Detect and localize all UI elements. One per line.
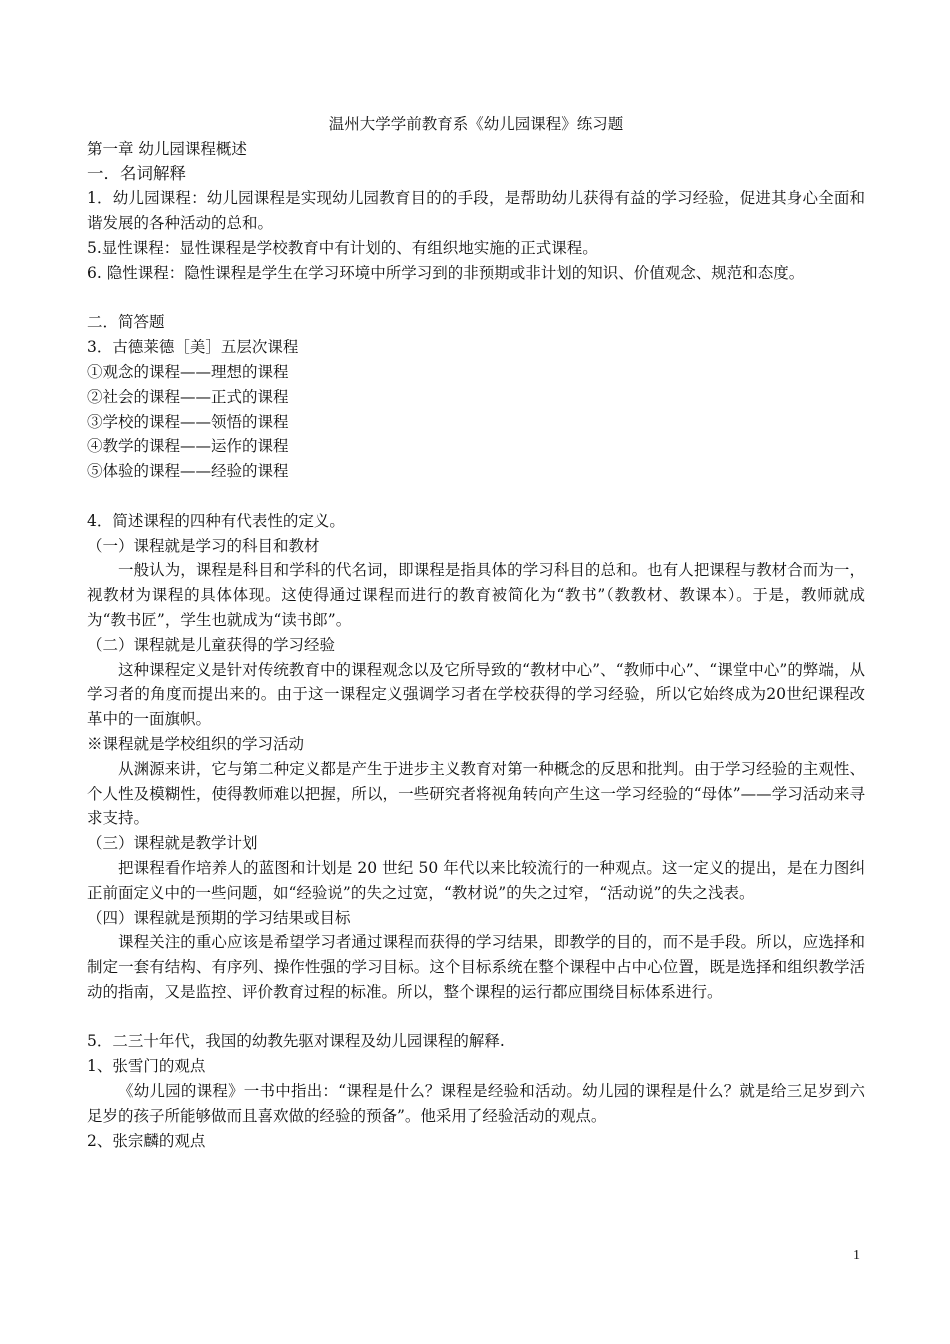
paragraph: 这种课程定义是针对传统教育中的课程观念以及它所导致的“教材中心”、“教师中心”、“课堂中心”的弊端，从学习者的角度而提出来的。由于这一课程定义强调学习者在学校获得的学习经验，所以它始终成为20世纪课程改革中的一面旗帜。 [87, 660, 865, 729]
subsection-heading: 2、张宗麟的观点 [87, 1131, 206, 1150]
paragraph: 把课程看作培养人的蓝图和计划是 20 世纪 50 年代以来比较流行的一种观点。这一定义的提出，是在力图纠正前面定义中的一些问题，如“经验说”的失之过宽，“教材说”的失之过窄，“活动说”的失之浅表。 [87, 858, 865, 902]
document-body [87, 112, 865, 1153]
term-definition: 1．幼儿园课程：幼儿园课程是实现幼儿园教育目的的手段，是帮助幼儿获得有益的学习经验，促进其身心全面和谐发展的各种活动的总和。 [87, 189, 865, 233]
term-definition: 6. 隐性课程：隐性课程是学生在学习环境中所学习到的非预期或非计划的知识、价值观念、规范和态度。 [87, 263, 805, 282]
blank-line [87, 286, 865, 311]
subsection-heading: （二）课程就是儿童获得的学习经验 [87, 635, 336, 654]
list-item: ①观念的课程——理想的课程 [87, 362, 289, 381]
blank-line [87, 484, 865, 509]
list-item: ②社会的课程——正式的课程 [87, 387, 289, 406]
paragraph: 从渊源来讲，它与第二种定义都是产生于进步主义教育对第一种概念的反思和批判。由于学习经验的主观性、个人性及模糊性，使得教师难以把握，所以，一些研究者将视角转向产生这一学习经验的“母体”——学习活动来寻求支持。 [87, 759, 865, 828]
question-title: 3．古德莱德［美］五层次课程 [87, 338, 299, 357]
subsection-heading: 1、张雪门的观点 [87, 1057, 206, 1076]
question-title: 5．二三十年代，我国的幼教先驱对课程及幼儿园课程的解释. [87, 1032, 505, 1051]
section-heading: 一．名词解释 [87, 163, 186, 183]
paragraph: 《幼儿园的课程》一书中指出：“课程是什么？课程是经验和活动。幼儿园的课程是什么？就是给三足岁到六足岁的孩子所能够做而且喜欢做的经验的预备”。他采用了经验活动的观点。 [87, 1082, 865, 1125]
list-item: ⑤体验的课程——经验的课程 [87, 462, 289, 481]
chapter-heading: 第一章 幼儿园课程概述 [87, 139, 247, 158]
subsection-heading: （一）课程就是学习的科目和教材 [87, 536, 320, 555]
page-number: 1 [853, 1248, 860, 1263]
list-item: ③学校的课程——领悟的课程 [87, 412, 289, 431]
subsection-heading: （四）课程就是预期的学习结果或目标 [87, 908, 351, 927]
question-title: 4．简述课程的四种有代表性的定义。 [87, 511, 345, 530]
document-title: 温州大学学前教育系《幼儿园课程》练习题 [328, 115, 624, 133]
section-heading: 二．简答题 [87, 313, 165, 332]
paragraph: 一般认为，课程是科目和学科的代名词，即课程是指具体的学习科目的总和。也有人把课程与教材合而为一，视教材为课程的具体体现。这使得通过课程而进行的教育被简化为“教书”（教教材、教课本）。于是，教师就成为“教书匠”，学生也就成为“读书郎”。 [87, 561, 865, 629]
term-definition: 5.显性课程：显性课程是学校教育中有计划的、有组织地实施的正式课程。 [87, 238, 598, 257]
subsection-heading: ※课程就是学校组织的学习活动 [87, 734, 305, 753]
paragraph: 课程关注的重心应该是希望学习者通过课程而获得的学习结果，即教学的目的，而不是手段。所以，应选择和制定一套有结构、有序列、操作性强的学习目标。这个目标系统在整个课程中占中心位置，既是选择和组织教学活动的指南，又是监控、评价教育过程的标准。所以，整个课程的运行都应围绕目标体系进行。 [87, 933, 865, 1001]
list-item: ④教学的课程——运作的课程 [87, 437, 289, 456]
blank-line [87, 1005, 865, 1030]
subsection-heading: （三）课程就是教学计划 [87, 834, 258, 853]
